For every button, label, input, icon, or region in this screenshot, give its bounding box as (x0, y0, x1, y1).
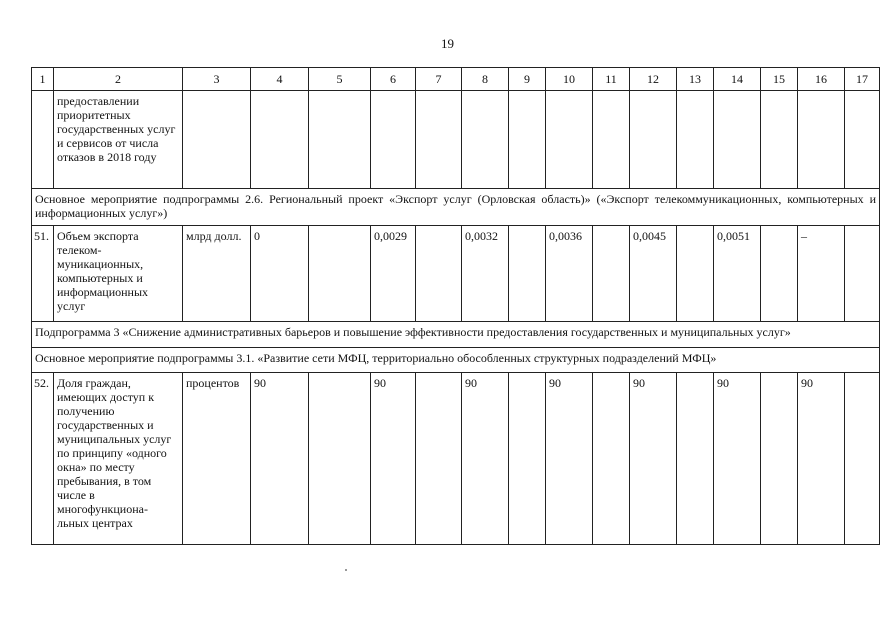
value-cell: 0 (251, 226, 309, 322)
indicator-name: Объем экспорта телеком-муникационных, компьютерных и информационных услуг (54, 226, 183, 322)
header-cell: 13 (677, 68, 714, 91)
section-row (32, 322, 880, 348)
unit: процентов (183, 373, 251, 545)
header-cell: 10 (546, 68, 593, 91)
value-cell (309, 226, 371, 322)
row-number: 52. (32, 373, 54, 545)
header-cell: 16 (798, 68, 845, 91)
value-cell (416, 373, 462, 545)
value-cell: 0,0029 (371, 226, 416, 322)
table-row (32, 91, 880, 189)
indicator-name: Доля граждан, имеющих доступ к получению государственных и муниципальных услуг по принципу «одного окна» по месту пребывания, в том числе в многофункциона-льных центрах (54, 373, 183, 545)
row-number: 51. (32, 226, 54, 322)
scan-speck (345, 569, 347, 571)
value-cell (761, 373, 798, 545)
section-title: Основное мероприятие подпрограммы 2.6. Региональный проект «Экспорт услуг (Орловская область)» («Экспорт телекоммуникационных, компьютерных и информационных услуг») (32, 189, 880, 226)
value-cell: 90 (462, 373, 509, 545)
table-row (32, 373, 880, 545)
table-row (32, 226, 880, 322)
value-cell (677, 226, 714, 322)
value-cell: 0,0051 (714, 226, 761, 322)
header-row (32, 68, 880, 91)
header-cell: 15 (761, 68, 798, 91)
value-cell: 90 (546, 373, 593, 545)
value-cell (593, 226, 630, 322)
unit: млрд долл. (183, 226, 251, 322)
header-cell: 6 (371, 68, 416, 91)
header-cell: 14 (714, 68, 761, 91)
indicators-table (31, 67, 880, 545)
value-cell (509, 373, 546, 545)
value-cell: 90 (251, 373, 309, 545)
value-cell (845, 373, 880, 545)
value-cell: 90 (371, 373, 416, 545)
header-cell: 12 (630, 68, 677, 91)
value-cell (845, 226, 880, 322)
value-cell: 90 (798, 373, 845, 545)
value-cell: 0,0036 (546, 226, 593, 322)
page-number: 19 (441, 36, 454, 51)
value-cell: – (798, 226, 845, 322)
value-cell: 0,0045 (630, 226, 677, 322)
header-cell: 9 (509, 68, 546, 91)
subprogram-title: Подпрограмма 3 «Снижение административных барьеров и повышение эффективности предоставления государственных и муниципальных услуг» (32, 322, 880, 348)
value-cell (509, 226, 546, 322)
section-row (32, 348, 880, 373)
header-cell: 8 (462, 68, 509, 91)
header-cell: 7 (416, 68, 462, 91)
value-cell (309, 373, 371, 545)
value-cell (593, 373, 630, 545)
value-cell (677, 373, 714, 545)
header-cell: 5 (309, 68, 371, 91)
header-cell: 1 (32, 68, 54, 91)
header-cell: 2 (54, 68, 183, 91)
indicator-name: предоставлении приоритетных государственных услуг и сервисов от числа отказов в 2018 году (54, 91, 183, 189)
header-cell: 17 (845, 68, 880, 91)
header-cell: 11 (593, 68, 630, 91)
value-cell (761, 226, 798, 322)
value-cell: 90 (714, 373, 761, 545)
section-title: Основное мероприятие подпрограммы 3.1. «Развитие сети МФЦ, территориально обособленных структурных подразделений МФЦ» (32, 348, 880, 373)
section-row (32, 189, 880, 226)
header-cell: 4 (251, 68, 309, 91)
value-cell: 90 (630, 373, 677, 545)
header-cell: 3 (183, 68, 251, 91)
value-cell (416, 226, 462, 322)
value-cell: 0,0032 (462, 226, 509, 322)
